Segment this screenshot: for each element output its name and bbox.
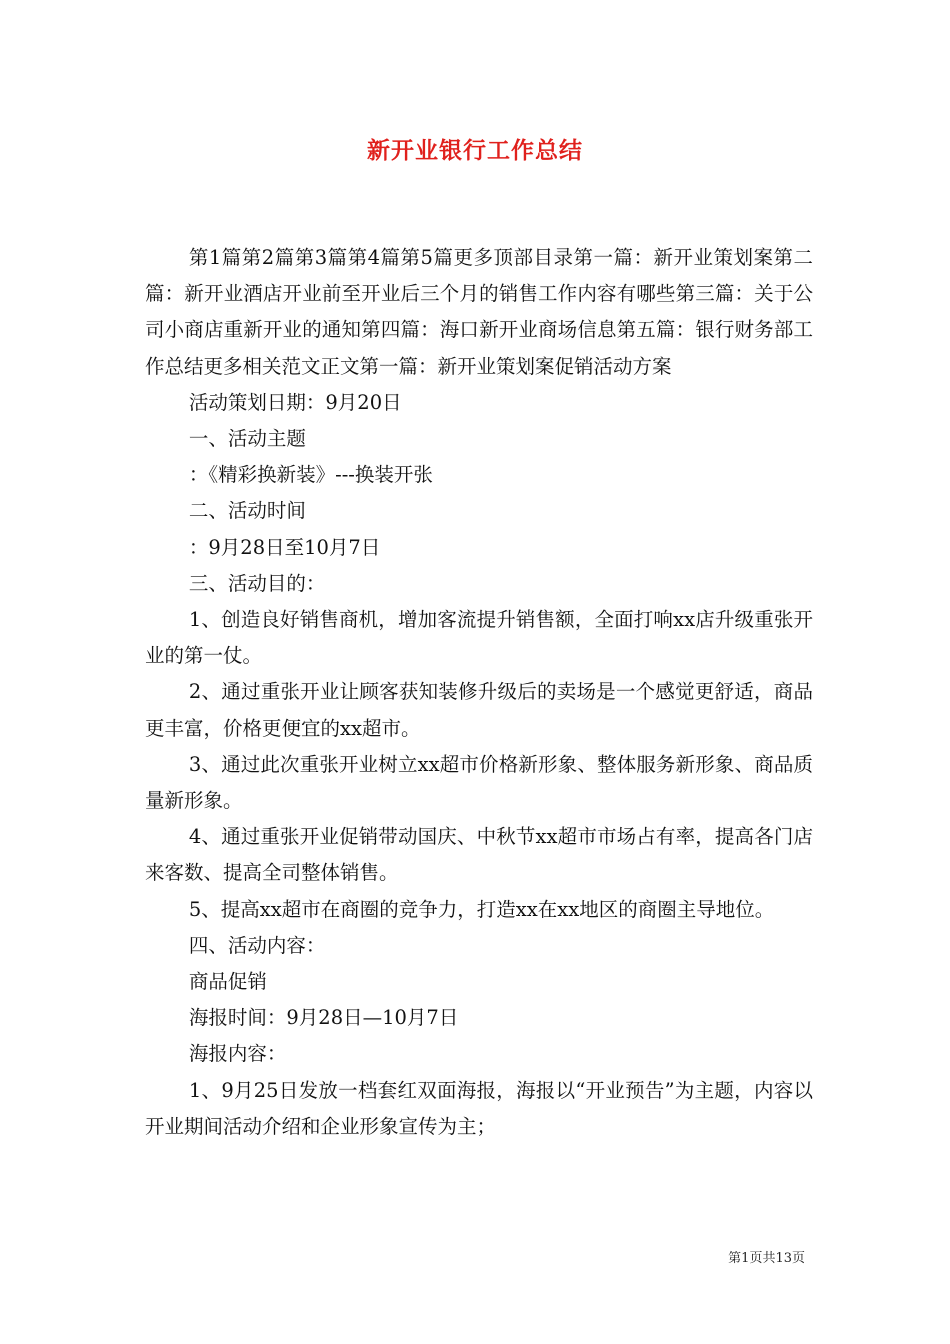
paragraph: 一、活动主题 (188, 427, 306, 451)
paragraph: 2、通过重张开业让顾客获知装修升级后的卖场是一个感觉更舒适，商品更丰富，价格更便宜的xx超市。 (145, 680, 813, 740)
document-title: 新开业银行工作总结 (367, 137, 583, 164)
paragraph: ：9月28日至10月7日 (188, 535, 381, 559)
paragraph: 第1篇第2篇第3篇第4篇第5篇更多顶部目录第一篇：新开业策划案第二篇：新开业酒店开业前至开业后三个月的销售工作内容有哪些第三篇：关于公司小商店重新开业的通知第四篇：海口新开业商场信息第五篇：银行财务部工作总结更多相关范文正文第一篇：新开业策划案促销活动方案 (145, 246, 813, 378)
paragraph: 5、提高xx超市在商圈的竞争力，打造xx在xx地区的商圈主导地位。 (188, 897, 775, 921)
paragraph: 商品促销 (188, 970, 267, 994)
paragraph: ：《精彩换新装》---换装开张 (188, 463, 433, 487)
page-number: 第1页共13页 (728, 1251, 805, 1266)
paragraph: 活动策划日期：9月20日 (188, 390, 402, 414)
paragraph: 4、通过重张开业促销带动国庆、中秋节xx超市市场占有率，提高各门店来客数、提高全司整体销售。 (145, 825, 813, 885)
paragraph: 二、活动时间 (188, 499, 306, 523)
paragraph: 四、活动内容： (188, 933, 326, 957)
paragraph: 3、通过此次重张开业树立xx超市价格新形象、整体服务新形象、商品质量新形象。 (145, 752, 813, 813)
paragraph: 海报内容： (188, 1042, 287, 1066)
paragraph: 1、9月25日发放一档套红双面海报，海报以“开业预告”为主题，内容以开业期间活动介绍和企业形象宣传为主； (145, 1078, 813, 1138)
document-body (145, 240, 813, 1145)
paragraph: 1、创造良好销售商机，增加客流提升销售额，全面打响xx店升级重张开业的第一仗。 (145, 608, 813, 668)
paragraph: 三、活动目的： (188, 571, 326, 595)
paragraph: 海报时间：9月28日—10月7日 (188, 1006, 459, 1030)
